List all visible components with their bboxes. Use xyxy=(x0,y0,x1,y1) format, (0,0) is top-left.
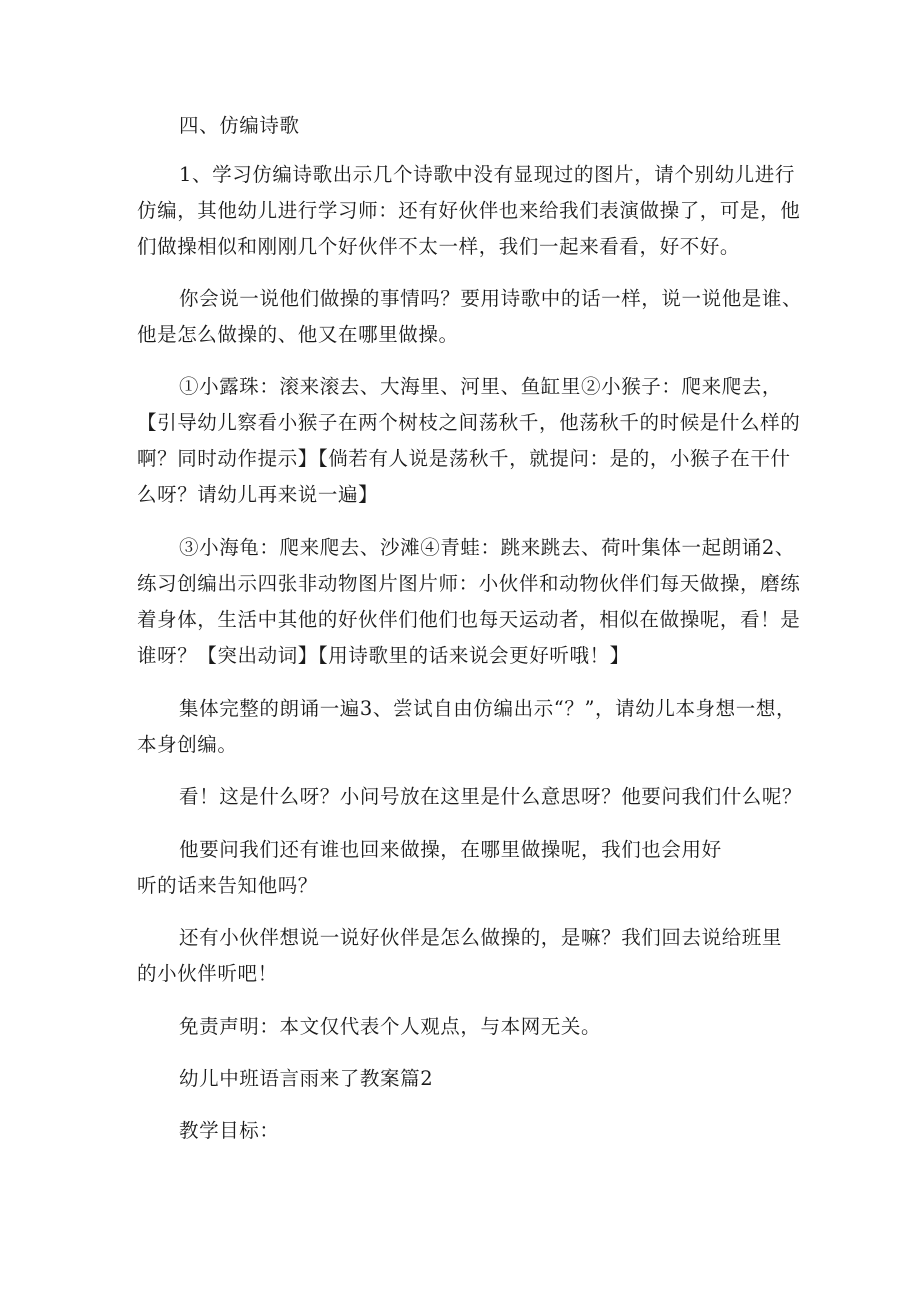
section-heading: 四、仿编诗歌 xyxy=(179,114,300,137)
paragraph-line: 谁呀？【突出动词】【用诗歌里的话来说会更好听哦！】 xyxy=(137,644,630,667)
section-title: 幼儿中班语言雨来了教案篇2 xyxy=(179,1067,434,1090)
paragraph-line: 1、学习仿编诗歌出示几个诗歌中没有显现过的图片，请个别幼儿进行 xyxy=(179,163,796,186)
paragraph-line: 还有小伙伴想说一说好伙伴是怎么做操的，是嘛？我们回去说给班里 xyxy=(179,926,783,949)
paragraph-line: 【引导幼儿察看小猴子在两个树枝之间荡秋千，他荡秋千的时候是什么样的 xyxy=(137,411,801,434)
subheading: 教学目标： xyxy=(179,1119,280,1142)
paragraph-line: 看！这是什么呀？小问号放在这里是什么意思呀？他要问我们什么呢？ xyxy=(179,785,803,808)
paragraph-line: 听的话来告知他吗？ xyxy=(137,874,318,897)
paragraph-line: 他要问我们还有谁也回来做操，在哪里做操呢，我们也会用好 xyxy=(179,838,722,861)
disclaimer: 免责声明：本文仅代表个人观点，与本网无关。 xyxy=(179,1015,602,1038)
paragraph-line: 们做操相似和刚刚几个好伙伴不太一样，我们一起来看看，好不好。 xyxy=(137,235,741,258)
paragraph-line: 的小伙伴听吧！ xyxy=(137,962,278,985)
paragraph-line: ①小露珠：滚来滚去、大海里、河里、鱼缸里②小猴子：爬来爬去， xyxy=(179,375,783,398)
paragraph-line: 么呀？请幼儿再来说一遍】 xyxy=(137,483,379,506)
paragraph-line: 他是怎么做操的、他又在哪里做操。 xyxy=(137,323,459,346)
paragraph-line: 仿编，其他幼儿进行学习师：还有好伙伴也来给我们表演做操了，可是，他 xyxy=(137,199,801,222)
paragraph-line: 着身体，生活中其他的好伙伴们他们也每天运动者，相似在做操呢，看！是 xyxy=(137,608,801,631)
paragraph-line: 本身创编。 xyxy=(137,733,238,756)
paragraph-line: ③小海龟：爬来爬去、沙滩④青蛙：跳来跳去、荷叶集体一起朗诵2、 xyxy=(179,536,796,559)
paragraph-line: 你会说一说他们做操的事情吗？要用诗歌中的话一样，说一说他是谁、 xyxy=(179,287,803,310)
paragraph-line: 啊？同时动作提示】【倘若有人说是荡秋千，就提问：是的，小猴子在干什 xyxy=(137,447,791,470)
paragraph-line: 练习创编出示四张非动物图片图片师：小伙伴和动物伙伴们每天做操，磨练 xyxy=(137,572,801,595)
paragraph-line: 集体完整的朗诵一遍3、尝试自由仿编出示“？”，请幼儿本身想一想， xyxy=(179,697,797,720)
